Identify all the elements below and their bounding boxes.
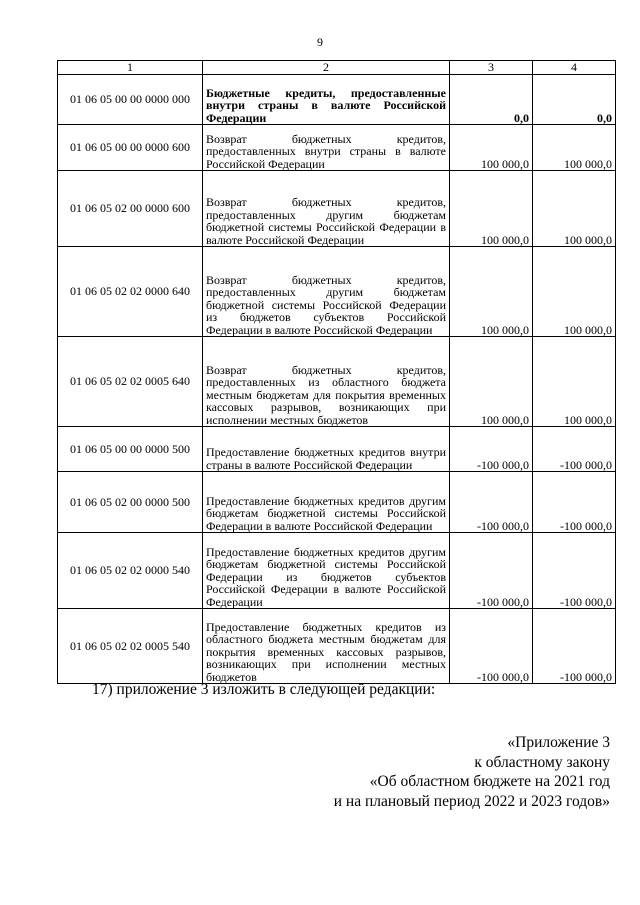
header-cell: 3 [450, 61, 533, 75]
value-cell-col3: 100 000,0 [450, 171, 533, 247]
code-cell: 01 06 05 02 02 0005 640 [58, 337, 203, 427]
description-cell: Предоставление бюджетных кредитов другим бюджетам бюджетной системы Российской Федерации из бюджетов субъектов Российской Федерации в валюте Российской Федерации [203, 533, 450, 609]
description-cell: Бюджетные кредиты, предоставленные внутри страны в валюте Российской Федерации [203, 75, 450, 125]
value-cell-col3: 100 000,0 [450, 125, 533, 171]
value-cell-col4: -100 000,0 [533, 472, 616, 533]
code-cell: 01 06 05 02 02 0000 640 [58, 247, 203, 337]
header-cell: 4 [533, 61, 616, 75]
amendment-item-text: 17) приложение 3 изложить в следующей редакции: [92, 681, 436, 698]
value-cell-col3: -100 000,0 [450, 609, 533, 684]
table-row [58, 125, 616, 171]
value-cell-col4: 100 000,0 [533, 125, 616, 171]
table-header-row [58, 61, 616, 75]
value-cell-col3: -100 000,0 [450, 427, 533, 472]
value-cell-col3: 100 000,0 [450, 337, 533, 427]
description-cell: Возврат бюджетных кредитов, предоставленных другим бюджетам бюджетной системы Российской Федерации в валюте Российской Федерации [203, 171, 450, 247]
budget-sources-table [57, 60, 616, 684]
header-cell: 1 [58, 61, 203, 75]
table-row [58, 247, 616, 337]
description-cell: Возврат бюджетных кредитов, предоставленных другим бюджетам бюджетной системы Российской Федерации из бюджетов субъектов Российской Федерации в валюте Российской Федерации [203, 247, 450, 337]
value-cell-col4: 0,0 [533, 75, 616, 125]
code-cell: 01 06 05 00 00 0000 000 [58, 75, 203, 125]
table-row [58, 609, 616, 684]
table-row [58, 75, 616, 125]
description-cell: Предоставление бюджетных кредитов внутри страны в валюте Российской Федерации [203, 427, 450, 472]
table-row [58, 427, 616, 472]
appendix-line: «Приложение 3 [507, 734, 610, 751]
header-cell: 2 [203, 61, 450, 75]
value-cell-col4: -100 000,0 [533, 533, 616, 609]
description-cell: Предоставление бюджетных кредитов другим бюджетам бюджетной системы Российской Федерации в валюте Российской Федерации [203, 472, 450, 533]
appendix-line: «Об областном бюджете на 2021 год [369, 773, 610, 790]
value-cell-col3: 100 000,0 [450, 247, 533, 337]
code-cell: 01 06 05 00 00 0000 500 [58, 427, 203, 472]
value-cell-col4: 100 000,0 [533, 171, 616, 247]
table-row [58, 533, 616, 609]
description-cell: Возврат бюджетных кредитов, предоставленных внутри страны в валюте Российской Федерации [203, 125, 450, 171]
value-cell-col4: 100 000,0 [533, 247, 616, 337]
code-cell: 01 06 05 02 00 0000 600 [58, 171, 203, 247]
description-cell: Возврат бюджетных кредитов, предоставленных из областного бюджета местным бюджетам для покрытия временных кассовых разрывов, возникающих при исполнении местных бюджетов [203, 337, 450, 427]
value-cell-col3: 0,0 [450, 75, 533, 125]
value-cell-col3: -100 000,0 [450, 533, 533, 609]
code-cell: 01 06 05 00 00 0000 600 [58, 125, 203, 171]
code-cell: 01 06 05 02 00 0000 500 [58, 472, 203, 533]
value-cell-col4: 100 000,0 [533, 337, 616, 427]
appendix-line: и на плановый период 2022 и 2023 годов» [333, 792, 610, 810]
value-cell-col4: -100 000,0 [533, 427, 616, 472]
description-cell: Предоставление бюджетных кредитов из областного бюджета местным бюджетам для покрытия временных кассовых разрывов, возникающих при исполнении местных бюджетов [203, 609, 450, 684]
code-cell: 01 06 05 02 02 0005 540 [58, 609, 203, 684]
value-cell-col4: -100 000,0 [533, 609, 616, 684]
page-number: 9 [317, 35, 323, 49]
table-row [58, 472, 616, 533]
code-cell: 01 06 05 02 02 0000 540 [58, 533, 203, 609]
table-row [58, 337, 616, 427]
appendix-line: к областному закону [474, 753, 610, 771]
value-cell-col3: -100 000,0 [450, 472, 533, 533]
appendix-heading [334, 733, 610, 811]
table-row [58, 171, 616, 247]
